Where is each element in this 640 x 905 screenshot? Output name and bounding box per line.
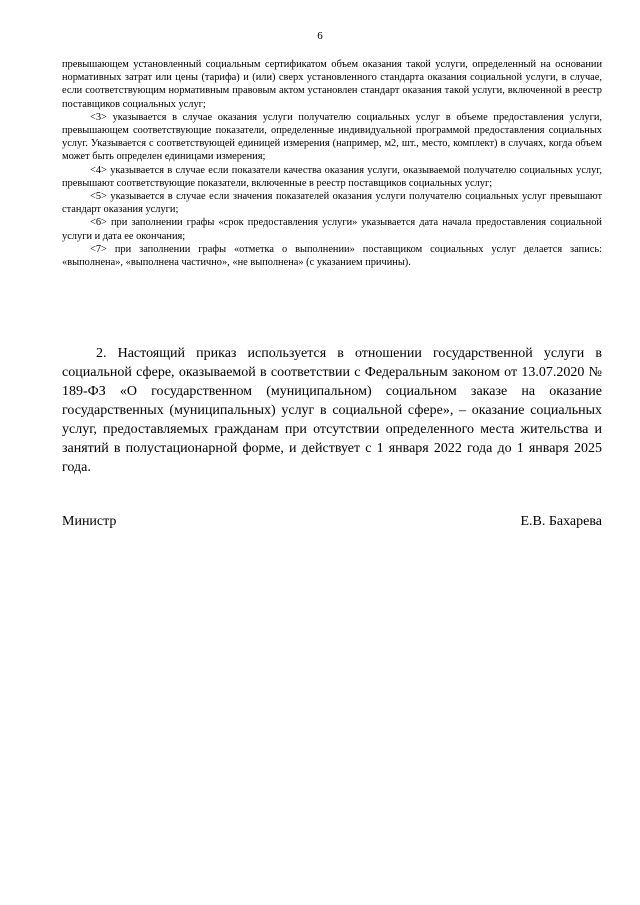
signatory-name: Е.В. Бахарева [520,514,602,529]
signature-block [62,514,602,530]
footnote-4: <4> указывается в случае если показатели качества оказания услуги, оказываемой получателю социальных услуг, превышают соответствующие показатели, включенные в реестр поставщиков социальных услуг; [62,164,602,189]
footnotes [62,58,602,269]
footnote-continuation: превышающем установленный социальным сертификатом объем оказания такой услуги, определенный на основании нормативных затрат или цены (тарифа) и (или) сверх установленного стандарта оказания социальной услуги, в случае, если соответствующим нормативным правовым актом установлен стандарт оказания такой услуги, включенной в реестр поставщиков социальных услуг; [62,59,602,110]
footnote-7: <7> при заполнении графы «отметка о выполнении» поставщиком социальных услуг делается запись: «выполнена», «выполнена частично», «не выполнена» (с указанием причины). [62,243,602,269]
footnote-6: <6> при заполнении графы «срок предоставления услуги» указывается дата начала предоставления социальной услуги и дата ее окончания; [62,217,602,242]
signatory-position: Министр [62,514,117,529]
page-number: 6 [317,30,323,42]
clause-2-paragraph: 2. Настоящий приказ используется в отношении государственной услуги в социальной сфере, оказываемой в соответствии с Федеральным законом от 13.07.2020 № 189-ФЗ «О государственном (муниципальном) социальном заказе на оказание государственных (муниципальных) услуг в социальной сфере», – оказание социальных услуг, предоставляемых гражданам при отсутствии определенного места жительства и занятий в полустационарной форме, и действует с 1 января 2022 года до 1 января 2025 года. [62,346,602,475]
main-text [62,344,602,477]
footnote-5: <5> указывается в случае если значения показателей оказания услуги получателю социальных услуг превышают стандарт оказания услуги; [62,191,602,216]
footnote-3: <3> указывается в случае оказания услуги получателю социальных услуг в объеме предоставления услуги, превышающем соответствующие показатели, определенные индивидуальной программой предоставления социальных услуг. Указывается с соответствующей единицей измерения (например, м2, шт., место, комплект) в случаях, когда объем может быть определен единицами измерения; [62,111,602,163]
